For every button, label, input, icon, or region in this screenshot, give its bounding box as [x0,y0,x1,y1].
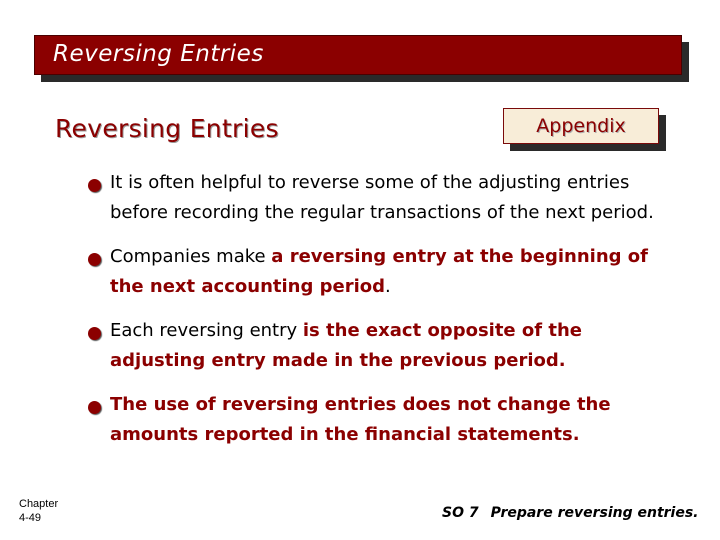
bullet-dot-icon [88,327,101,340]
study-objective-text: Prepare reversing entries. [490,505,699,521]
bullet-dot-icon [88,401,101,414]
bullet-text: Companies make [110,246,272,267]
bullet-emphasis: is the exact opposite of the adjusting entry made in the previous period. [110,320,582,371]
appendix-badge [503,108,659,144]
bullet-text: Each reversing entry [110,320,303,341]
bullet-text: It is often helpful to reverse some of the adjusting entries before recording the regular transactions of the next period. [110,172,654,223]
bullet-text-end: . [385,276,391,297]
bullet-dot-icon [88,253,101,266]
appendix-label: Appendix [536,115,626,137]
section-heading: Reversing Entries [55,114,279,143]
bullet-item [88,390,668,450]
bullet-item [88,316,668,376]
chapter-word: Chapter [19,498,59,510]
study-objective-number: SO 7 [442,505,479,521]
bullet-dot-icon [88,179,101,192]
bullet-emphasis: a reversing entry at the beginning of the next accounting period [110,246,648,297]
title-bar [34,35,682,75]
bullet-item [88,242,668,302]
slide-title: Reversing Entries [53,41,264,67]
chapter-page-number: 4-49 [19,512,42,524]
bullet-emphasis: The use of reversing entries does not change the amounts reported in the financial statements. [110,394,611,445]
chapter-label [19,497,58,525]
bullet-item [88,168,668,228]
bullet-list [88,168,668,464]
study-objective-footer [442,505,699,521]
